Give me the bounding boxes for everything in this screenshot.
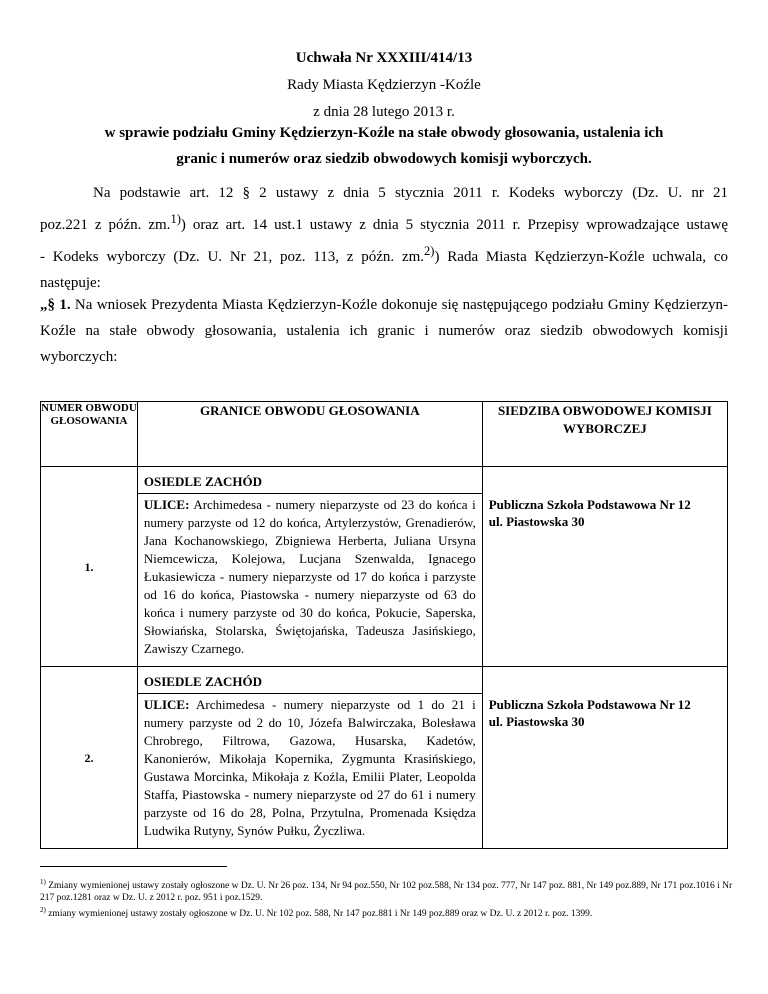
district-number: 2.	[41, 667, 138, 849]
footnote-text: Zmiany wymienionej ustawy zostały ogłoszone w Dz. U. Nr 26 poz. 134, Nr 94 poz.550, Nr 102 poz.588, Nr 134 poz. 777, Nr 147 poz. 881, Nr 149 poz.889, Nr 171 poz.1016 i Nr 217 poz.1281 oraz w Dz. U. z 2012 r. poz. 951 i poz.1529.	[40, 881, 733, 904]
section-1-text: Na wniosek Prezydenta Miasta Kędzierzyn-Koźle dokonuje się następującego podziału Gminy Kędzierzyn-Koźle na stałe obwody głosowania, ustalenia ich granic i numerów oraz siedzib obwodowych komisji wyborczych:	[40, 297, 729, 365]
streets-label: ULICE:	[143, 697, 190, 712]
footnote-mark: 1)	[40, 878, 46, 886]
seat-address: ul. Piastowska 30	[488, 713, 585, 729]
preamble-part-3: ) Rada Miasta Kędzierzyn-Koźle uchwala, co następuje:	[40, 249, 728, 291]
header-number: NUMER OBWODU GŁOSOWANIA	[41, 402, 138, 467]
district-streets	[137, 694, 482, 849]
header-seat: SIEDZIBA OBWODOWEJ KOMISJI WYBORCZEJ	[482, 402, 727, 467]
header-bounds: GRANICE OBWODU GŁOSOWANIA	[137, 402, 482, 467]
footnote-ref-1: 1)	[170, 212, 181, 226]
district-streets	[137, 494, 482, 667]
district-seat	[482, 694, 727, 849]
table-row	[41, 694, 728, 849]
district-osiedle: OSIEDLE ZACHÓD	[137, 667, 482, 694]
table-header-row	[41, 402, 728, 467]
streets-list: Archimedesa - numery nieparzyste od 1 do 21 i numery parzyste od 2 do 10, Józefa Balwirczaka, Bolesława Chrobrego, Filtrowa, Gazowa, Husarska, Kadetów, Kanonierów, Mikołaja Kopernika, Zygmunta Krasińskiego, Gustawa Morcinka, Mikołaja z Koźla, Emilii Plater, Leopolda Staffa, Piastowska - numery nieparzyste od 27 do 61 i numery parzyste od 16 do 28, Polna, Przytulna, Promenada Księdza Ludwika Rutyny, Synów Pułku, Życzliwa.	[143, 697, 476, 838]
district-seat	[482, 494, 727, 667]
table-row	[41, 467, 728, 494]
preamble-paragraph	[40, 180, 728, 296]
subject-line-1: w sprawie podziału Gminy Kędzierzyn-Koźle na stałe obwody głosowania, ustalenia ich	[104, 125, 664, 141]
seat-name: Publiczna Szkoła Podstawowa Nr 12	[488, 496, 691, 512]
preamble-part-2: ) oraz art. 14 ust.1 ustawy z dnia 5 stycznia 2011 r. Przepisy wprowadzające ustawę - Kodeks wyborczy (Dz. U. Nr 21, poz. 113, z późn. zm.	[40, 217, 728, 265]
seat-name: Publiczna Szkoła Podstawowa Nr 12	[488, 696, 691, 712]
streets-list: Archimedesa - numery nieparzyste od 23 do końca i numery parzyste od 12 do końca, Artylerzystów, Grenadierów, Jana Kochanowskiego, Zbigniewa Herberta, Juliana Ursyna Niemcewicza, Kolejowa, Lucjana Szenwalda, Ignacego Łukasiewicza - numery nieparzyste od 17 do końca i parzyste od 16 do końca, Piastowska - numery nieparzyste od 63 do końca i numery parzyste od 30 do końca, Pokucie, Saperska, Słowiańska, Stolarska, Świętojańska, Tadeusza Jasińskiego, Zawiszy Czarnego.	[143, 497, 476, 656]
voting-districts-table	[40, 401, 728, 849]
council-name: Rady Miasta Kędzierzyn -Koźle	[287, 77, 481, 93]
streets-label: ULICE:	[143, 497, 190, 512]
footnotes	[40, 876, 740, 920]
footnote-2	[40, 904, 740, 920]
footnote-mark: 2)	[40, 906, 46, 915]
district-osiedle: OSIEDLE ZACHÓD	[137, 467, 482, 494]
table-row	[41, 494, 728, 667]
table-row	[41, 667, 728, 694]
seat-address: ul. Piastowska 30	[488, 513, 585, 529]
section-1-paragraph	[40, 292, 728, 370]
resolution-date: z dnia 28 lutego 2013 r.	[313, 104, 455, 120]
footnote-ref-2: 2)	[424, 244, 435, 258]
subject-line-2: granic i numerów oraz siedzib obwodowych komisji wyborczych.	[176, 151, 592, 167]
section-1-label: „§ 1.	[40, 297, 71, 313]
footnote-text: zmiany wymienionej ustawy zostały ogłoszone w Dz. U. Nr 102 poz. 588, Nr 147 poz.881 i Nr 149 poz.889 oraz w Dz. U. z 2012 r. poz. 1399.	[45, 909, 593, 920]
resolution-title: Uchwała Nr XXXIII/414/13	[295, 50, 473, 66]
footnote-separator	[40, 866, 227, 867]
footnote-1	[40, 876, 740, 904]
preamble-part-1: Na podstawie art. 12 § 2 ustawy z dnia 5 stycznia 2011 r. Kodeks wyborczy (Dz. U. nr 21 poz.221 z późn. zm.	[40, 185, 728, 233]
district-number: 1.	[41, 467, 138, 667]
